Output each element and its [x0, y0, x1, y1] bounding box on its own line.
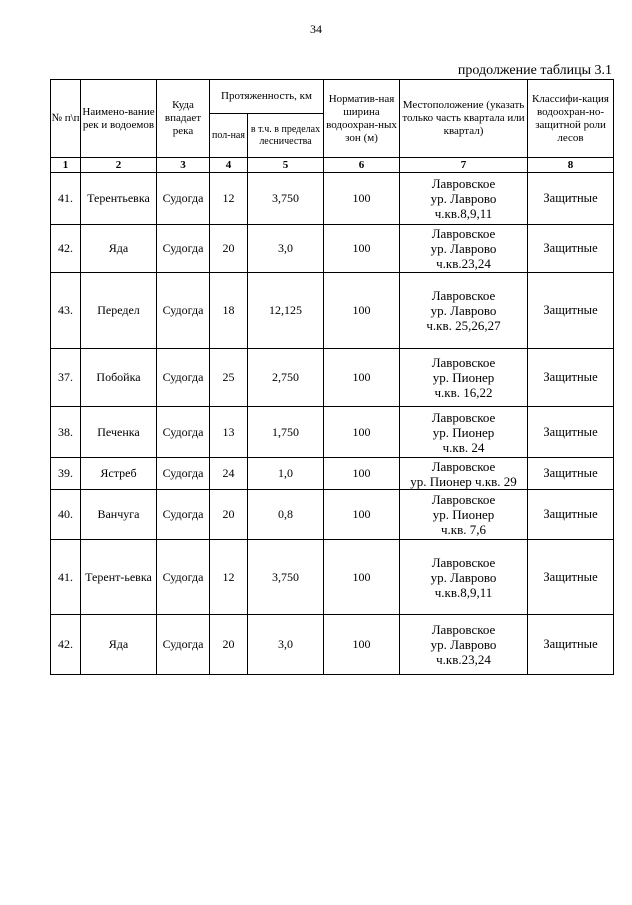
cell-width: 100 [324, 173, 400, 225]
table-row [51, 615, 614, 675]
table-row [51, 458, 614, 490]
location-line: ч.кв. 25,26,27 [426, 318, 501, 333]
cell-num: 37. [51, 349, 81, 407]
location-line: ур. Лаврово [430, 637, 497, 652]
cell-name: Терентьевка [81, 173, 157, 225]
location-line: ур. Пионер [432, 370, 495, 385]
cell-length-full: 20 [210, 225, 248, 273]
cell-name: Передел [81, 273, 157, 349]
header-classification: Классифи-кация водоохран-но-защитной роли лесов [528, 80, 614, 158]
cell-width: 100 [324, 540, 400, 615]
cell-name: Терент-ьевка [81, 540, 157, 615]
cell-num: 41. [51, 173, 81, 225]
location-line: ур. Лаврово [430, 569, 497, 585]
location-line: Лавровское [431, 226, 496, 241]
column-number: 1 [51, 158, 81, 173]
cell-flows-into: Судогда [157, 407, 210, 458]
cell-length-full: 25 [210, 349, 248, 407]
cell-classification: Защитные [528, 615, 614, 675]
cell-location [400, 273, 528, 349]
cell-flows-into: Судогда [157, 349, 210, 407]
cell-classification: Защитные [528, 273, 614, 349]
column-number: 3 [157, 158, 210, 173]
cell-width: 100 [324, 615, 400, 675]
column-number: 2 [81, 158, 157, 173]
location-line: ур. Лаврово [430, 303, 497, 318]
header-length-group: Протяженность, км [210, 80, 324, 114]
location-line: Лавровское [431, 492, 496, 507]
cell-name: Яда [81, 615, 157, 675]
cell-location [400, 615, 528, 675]
cell-width: 100 [324, 225, 400, 273]
cell-flows-into: Судогда [157, 273, 210, 349]
cell-width: 100 [324, 349, 400, 407]
column-number: 5 [248, 158, 324, 173]
header-location: Местоположение (указать только часть квартала или квартал) [400, 80, 528, 158]
cell-length-full: 13 [210, 407, 248, 458]
cell-num: 43. [51, 273, 81, 349]
cell-length-full: 12 [210, 173, 248, 225]
cell-width: 100 [324, 407, 400, 458]
cell-flows-into: Судогда [157, 490, 210, 540]
cell-classification: Защитные [528, 349, 614, 407]
cell-num: 40. [51, 490, 81, 540]
cell-length-forestry: 12,125 [248, 273, 324, 349]
cell-flows-into: Судогда [157, 225, 210, 273]
cell-location [400, 173, 528, 225]
header-width: Норматив-ная ширина водоохран-ных зон (м) [324, 80, 400, 158]
location-line: ч.кв. 16,22 [434, 385, 493, 400]
cell-name: Яда [81, 225, 157, 273]
table-row [51, 173, 614, 225]
cell-length-full: 20 [210, 615, 248, 675]
location-line: ур. Пионер ч.кв. 29 [410, 473, 517, 489]
location-line: ур. Пионер [432, 424, 495, 440]
location-line: ч.кв. 7,6 [441, 522, 487, 537]
table-row [51, 540, 614, 615]
cell-location [400, 458, 528, 490]
cell-length-forestry: 1,750 [248, 407, 324, 458]
cell-flows-into: Судогда [157, 540, 210, 615]
cell-length-full: 20 [210, 490, 248, 540]
location-line: Лавровское [431, 409, 496, 425]
location-line: Лавровское [431, 176, 496, 191]
cell-location [400, 225, 528, 273]
header-flows-into: Куда впадает река [157, 80, 210, 158]
cell-classification: Защитные [528, 540, 614, 615]
cell-num: 39. [51, 458, 81, 490]
location-line: ч.кв.8,9,11 [434, 206, 493, 221]
location-line: ч.кв. 24 [442, 439, 485, 455]
cell-classification: Защитные [528, 407, 614, 458]
cell-length-forestry: 0,8 [248, 490, 324, 540]
cell-length-full: 18 [210, 273, 248, 349]
location-line: Лавровское [431, 458, 496, 474]
cell-width: 100 [324, 273, 400, 349]
header-name: Наимено-вание рек и водоемов [81, 80, 157, 158]
location-line: ч.кв.23,24 [436, 256, 491, 271]
cell-flows-into: Судогда [157, 173, 210, 225]
cell-name: Печенка [81, 407, 157, 458]
column-number: 8 [528, 158, 614, 173]
page-number: 34 [310, 22, 322, 36]
table-row [51, 273, 614, 349]
cell-length-forestry: 1,0 [248, 458, 324, 490]
cell-width: 100 [324, 490, 400, 540]
column-number: 7 [400, 158, 528, 173]
cell-num: 38. [51, 407, 81, 458]
rivers-table [50, 79, 614, 675]
cell-name: Ванчуга [81, 490, 157, 540]
table-continuation-label: продолжение таблицы 3.1 [457, 63, 612, 78]
header-length-forestry: в т.ч. в пределах лесничества [248, 114, 324, 158]
cell-classification: Защитные [528, 225, 614, 273]
cell-classification: Защитные [528, 490, 614, 540]
location-line: Лавровское [431, 622, 496, 637]
table-row [51, 407, 614, 458]
location-line: ч.кв.23,24 [436, 652, 491, 667]
location-line: Лавровское [431, 288, 496, 303]
header-num: № п\п [51, 80, 81, 158]
cell-name: Побойка [81, 349, 157, 407]
cell-location [400, 407, 528, 458]
cell-length-forestry: 3,750 [248, 540, 324, 615]
cell-length-forestry: 3,0 [248, 225, 324, 273]
cell-length-forestry: 2,750 [248, 349, 324, 407]
location-line: ур. Лаврово [430, 191, 497, 206]
cell-location [400, 540, 528, 615]
location-line: ур. Пионер [432, 507, 495, 522]
cell-flows-into: Судогда [157, 458, 210, 490]
cell-flows-into: Судогда [157, 615, 210, 675]
header-length-full: пол-ная [210, 114, 248, 158]
table-row [51, 349, 614, 407]
cell-length-full: 12 [210, 540, 248, 615]
cell-length-forestry: 3,750 [248, 173, 324, 225]
cell-location [400, 490, 528, 540]
location-line: Лавровское [431, 554, 496, 570]
cell-num: 42. [51, 225, 81, 273]
table-row [51, 490, 614, 540]
column-numbers-row [51, 158, 614, 173]
cell-num: 41. [51, 540, 81, 615]
cell-num: 42. [51, 615, 81, 675]
cell-classification: Защитные [528, 173, 614, 225]
cell-length-forestry: 3,0 [248, 615, 324, 675]
table-row [51, 225, 614, 273]
location-line: Лавровское [431, 355, 496, 370]
cell-classification: Защитные [528, 458, 614, 490]
cell-width: 100 [324, 458, 400, 490]
cell-name: Ястреб [81, 458, 157, 490]
column-number: 6 [324, 158, 400, 173]
column-number: 4 [210, 158, 248, 173]
cell-location [400, 349, 528, 407]
location-line: ур. Лаврово [430, 241, 497, 256]
location-line: ч.кв.8,9,11 [434, 584, 493, 600]
cell-length-full: 24 [210, 458, 248, 490]
